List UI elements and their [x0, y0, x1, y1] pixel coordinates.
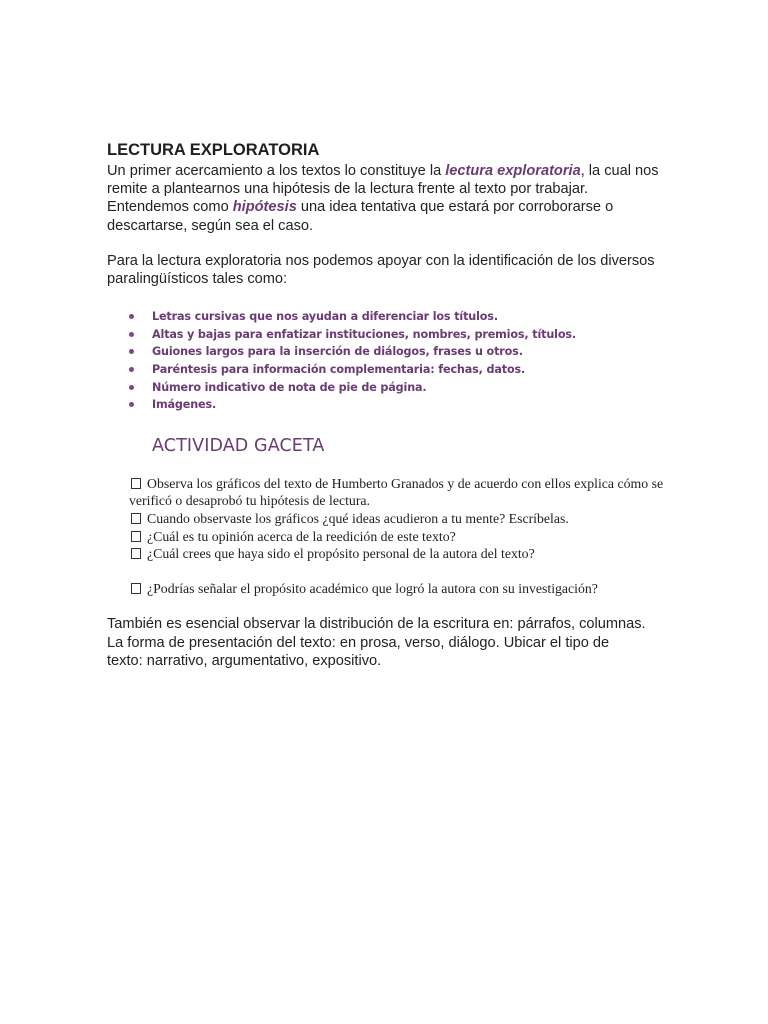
checkbox-icon [131, 513, 141, 524]
bullet-icon [129, 402, 134, 407]
list-item-text: Guiones largos para la inserción de diálogos, frases u otros. [152, 345, 523, 359]
activity-item [129, 580, 669, 598]
list-item [129, 343, 667, 361]
bullet-icon [129, 332, 134, 337]
closing-paragraph: También es esencial observar la distribución de la escritura en: párrafos, columnas. La forma de presentación del texto: en prosa, verso, diálogo. Ubicar el tipo de texto: narrativo, argumentativo, expositivo. [107, 616, 646, 669]
list-item [129, 361, 667, 379]
checkbox-icon [131, 531, 141, 542]
intro-paragraph [107, 162, 667, 235]
bullet-icon [129, 385, 134, 390]
activity-item-text: Observa los gráficos del texto de Humberto Granados y de acuerdo con ellos explica cómo se verificó o desaprobó tu hipótesis de lectura. [129, 475, 664, 509]
support-paragraph: Para la lectura exploratoria nos podemos apoyar con la identificación de los diversos paralingüísticos tales como: [107, 252, 655, 288]
activity-item [129, 528, 669, 546]
document-page [107, 139, 667, 685]
activity-item-text: ¿Podrías señalar el propósito académico que logró la autora con su investigación? [147, 580, 598, 596]
list-item [129, 396, 667, 414]
checkbox-icon [131, 548, 141, 559]
activity-item [129, 475, 669, 510]
emphasis-lectura-exploratoria: lectura exploratoria [445, 163, 581, 179]
bullet-icon [129, 349, 134, 354]
emphasis-hipotesis: hipótesis [232, 199, 297, 216]
intro-text-b: , la cual nos remite a plantearnos una hipótesis de la lectura frente al texto por trabajar. Entendemos como [107, 163, 659, 216]
activity-title: ACTIVIDAD GACETA [152, 435, 325, 456]
intro-text-c: una idea tentativa que estará por corroborarse o descartarse, según sea el caso. [107, 199, 614, 234]
list-item-text: Letras cursivas que nos ayudan a diferenciar los títulos. [152, 310, 498, 324]
checkbox-icon [131, 583, 141, 594]
list-item [129, 379, 667, 397]
checkbox-icon [131, 478, 141, 489]
list-item-text: Número indicativo de nota de pie de página. [152, 380, 427, 394]
list-item [129, 326, 667, 344]
bullet-icon [129, 314, 134, 319]
list-item [129, 308, 667, 326]
bullet-icon [129, 367, 134, 372]
activity-item [129, 545, 669, 563]
activity-item-text: ¿Cuál crees que haya sido el propósito personal de la autora del texto? [147, 546, 535, 562]
intro-text-a: Un primer acercamiento a los textos lo constituye la [107, 163, 446, 179]
activity-list [129, 475, 669, 598]
activity-item [129, 510, 669, 528]
list-item-text: Altas y bajas para enfatizar instituciones, nombres, premios, títulos. [152, 327, 576, 341]
activity-item-text: ¿Cuál es tu opinión acerca de la reedición de este texto? [147, 528, 456, 544]
activity-item-text: Cuando observaste los gráficos ¿qué ideas acudieron a tu mente? Escríbelas. [147, 510, 569, 526]
paralinguistic-list [107, 308, 667, 414]
list-item-text: Imágenes. [152, 398, 217, 412]
section-heading: LECTURA EXPLORATORIA [107, 141, 320, 159]
list-item-text: Paréntesis para información complementaria: fechas, datos. [152, 363, 526, 376]
